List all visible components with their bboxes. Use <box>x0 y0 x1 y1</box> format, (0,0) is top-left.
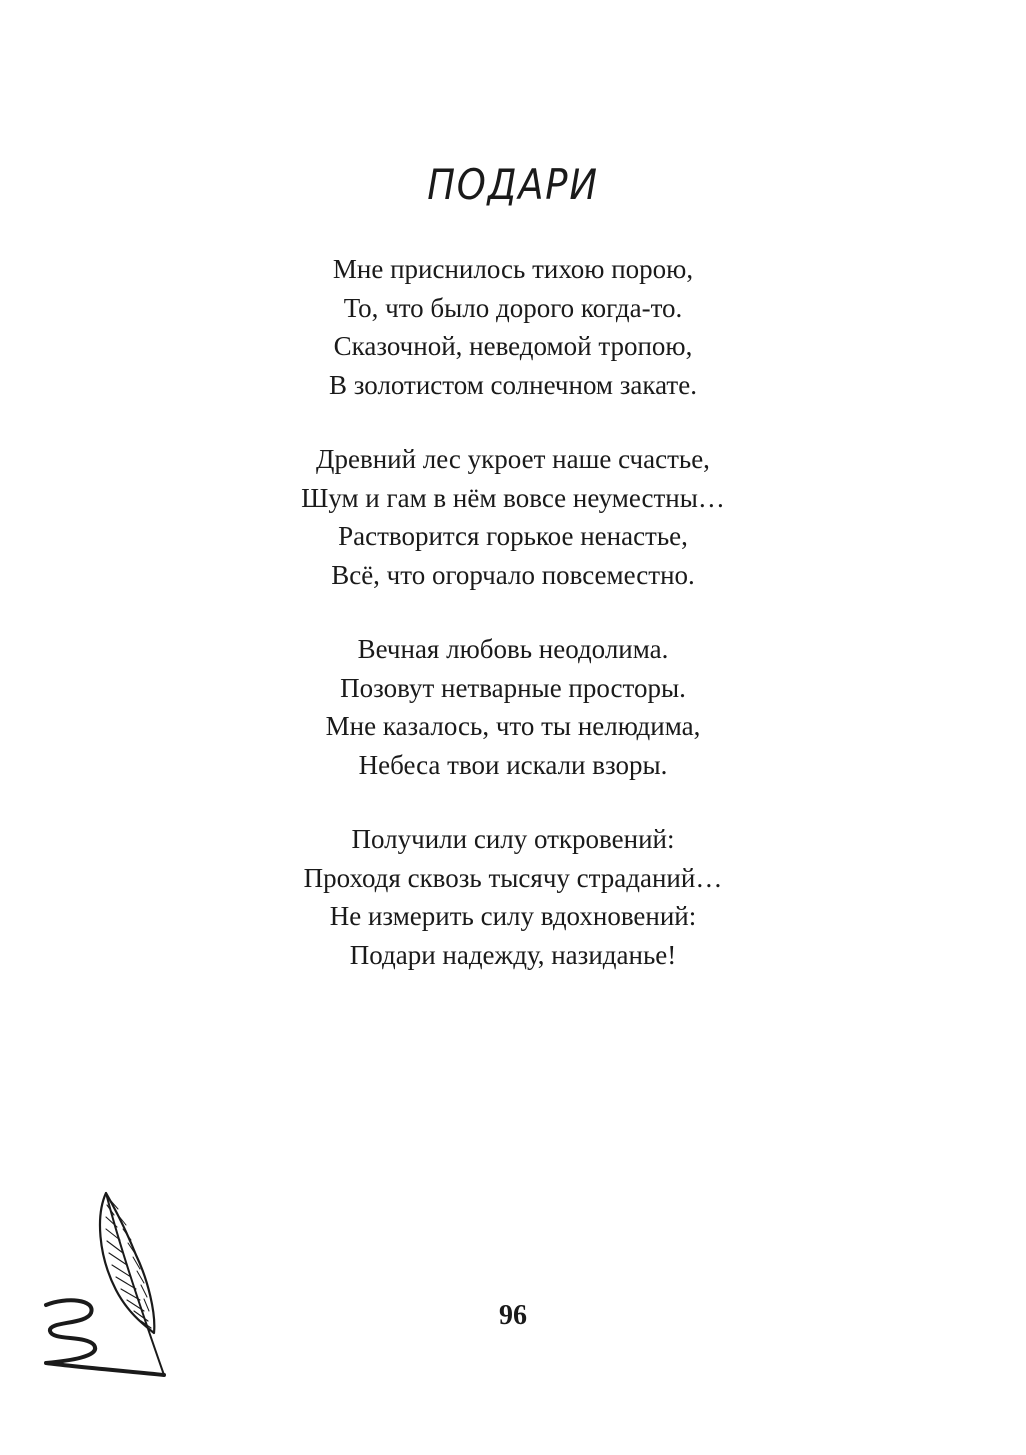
poem-line: В золотистом солнечном закате. <box>329 369 697 400</box>
stanza-4 <box>0 820 1026 974</box>
poem-line: Получили силу откровений: <box>351 824 675 854</box>
poem-line: То, что было дорого когда-то. <box>343 292 683 323</box>
poem-line: Небеса твои искали взоры. <box>358 749 668 780</box>
poem-line: Сказочной, неведомой тропою, <box>333 331 693 361</box>
poem-line: Мне приснилось тихою порою, <box>332 254 694 284</box>
poem-body <box>0 250 1026 1010</box>
stanza-1 <box>0 250 1026 404</box>
poem-line: Всё, что огорчало повсеместно. <box>331 559 695 590</box>
stanza-2 <box>0 440 1026 594</box>
poem-line: Растворится горькое ненастье, <box>338 521 688 551</box>
poem-line: Вечная любовь неодолима. <box>357 634 669 664</box>
poem-title: ПОДАРИ <box>427 160 599 209</box>
stanza-3 <box>0 630 1026 784</box>
quill-feather-icon <box>36 1185 176 1385</box>
poem-line: Не измерить силу вдохновений: <box>329 901 697 931</box>
poem-line: Древний лес укроет наше счастье, <box>316 444 710 474</box>
poem-line: Шум и гам в нём вовсе неуместны… <box>301 482 725 513</box>
poem-line: Подари надежду, назиданье! <box>349 939 677 970</box>
poem-line: Позовут нетварные просторы. <box>340 672 686 703</box>
poem-line: Проходя сквозь тысячу страданий… <box>303 862 723 893</box>
poem-line: Мне казалось, что ты нелюдима, <box>325 711 701 741</box>
page-number: 96 <box>499 1300 527 1331</box>
